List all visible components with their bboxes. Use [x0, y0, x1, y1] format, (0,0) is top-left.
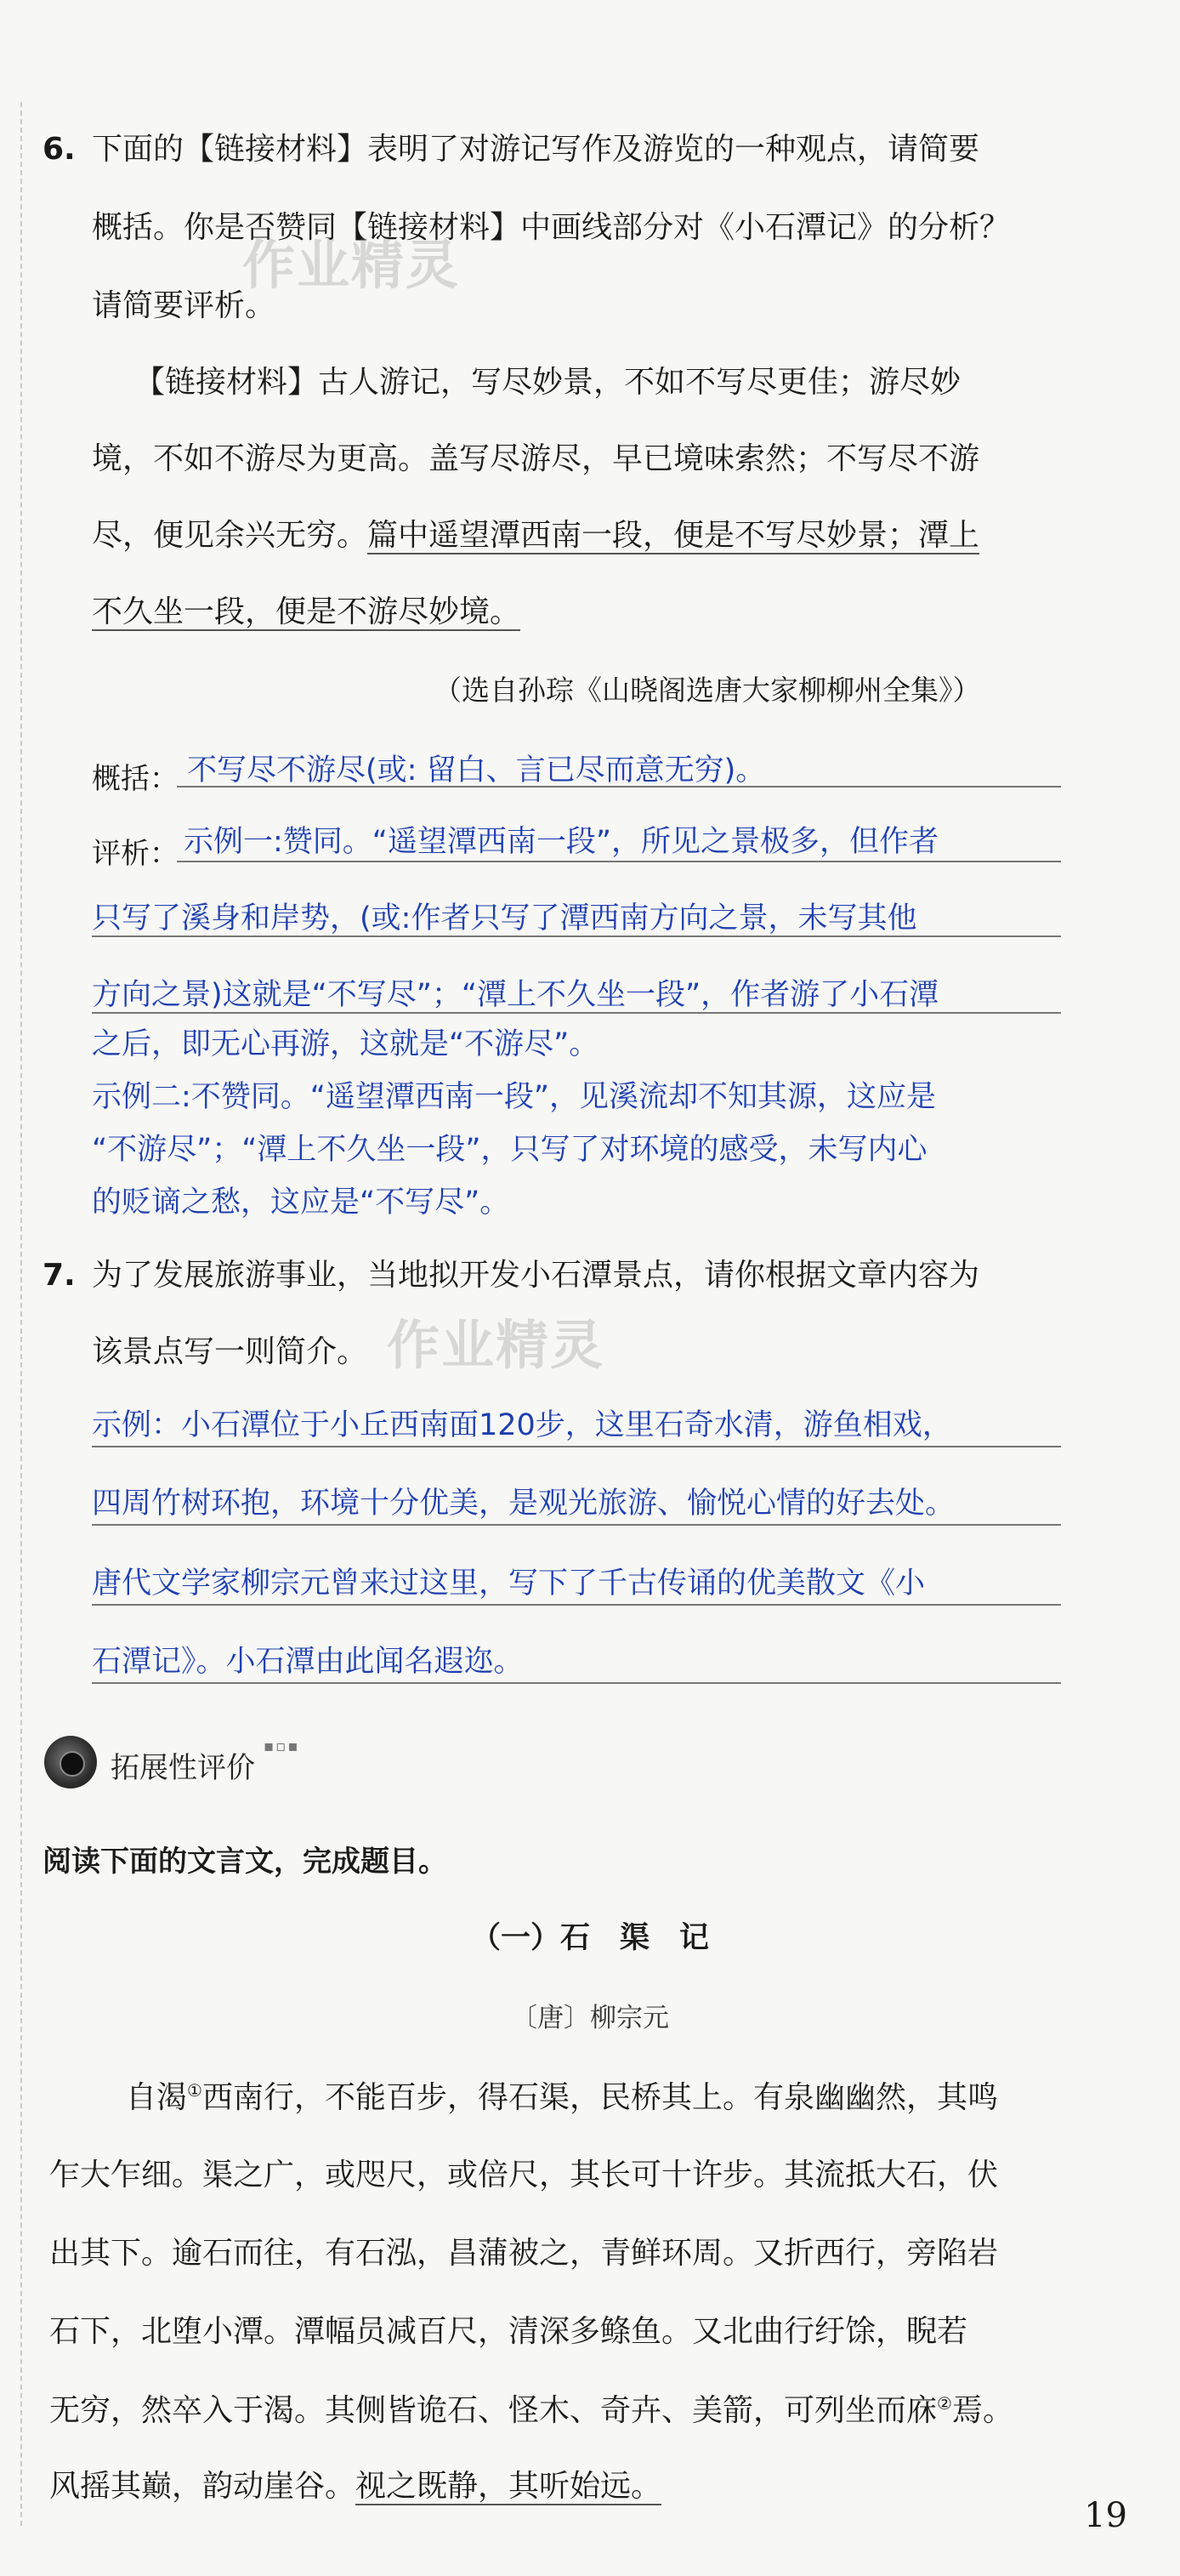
passage-line-4: 石下，北堕小潭。潭幅员减百尺，清深多鲦鱼。又北曲行纡馀，睨若: [49, 2314, 968, 2349]
q7-answer-line-4: [92, 1682, 1061, 1684]
passage-title: （一）石 渠 记: [470, 1921, 709, 1955]
section-header: [44, 1731, 299, 1794]
passage-text: 风摇其巅，韵动崖谷。: [49, 2469, 356, 2504]
passage-text: 焉。: [951, 2393, 1013, 2428]
material-line-3-plain: 尽，便见余兴无穷。: [92, 518, 368, 553]
material-line-3: [92, 520, 979, 551]
q7-answer-line-3: [92, 1604, 1061, 1606]
question-6-line-2: 概括。你是否赞同【链接材料】中画线部分对《小石潭记》的分析？: [92, 210, 1011, 245]
passage-line-1: [126, 2082, 998, 2113]
passage-author: 〔唐〕柳宗元: [511, 2003, 669, 2033]
passage-line-5: [49, 2395, 1013, 2426]
q7-answer-3: 唐代文学家柳宗元曾来过这里，写下了千古传诵的优美散文《小: [92, 1567, 926, 1601]
evaluation-line-2: [92, 935, 1061, 937]
page-number: 19: [1084, 2496, 1127, 2535]
evaluation-answer-4: 之后，即无心再游，这就是“不游尽”。: [92, 1027, 599, 1061]
q7-answer-line-2: [92, 1524, 1061, 1526]
question-7-number: 7.: [43, 1258, 76, 1293]
evaluation-line-3: [92, 1012, 1061, 1014]
passage-line-2: 乍大乍细。渠之广，或咫尺，或倍尺，其长可十许步。其流抵大石，伏: [49, 2158, 999, 2192]
evaluation-label: 评析：: [92, 837, 179, 871]
q7-answer-4: 石潭记》。小石潭由此闻名遐迩。: [92, 1645, 524, 1679]
material-underlined-2: 不久坐一段，便是不游尽妙境。: [92, 594, 521, 629]
passage-text: 无穷，然卒入于渴。其侧皆诡石、怪木、奇卉、美箭，可列坐而庥: [49, 2393, 938, 2428]
question-7-line-2: 该景点写一则简介。: [92, 1334, 368, 1369]
summary-row: [92, 747, 1061, 796]
summary-label: 概括：: [92, 762, 179, 796]
passage-text: 西南行，不能百步，得石渠，民桥其上。有泉幽幽然，其鸣: [201, 2080, 998, 2115]
evaluation-answer-1: 示例一:赞同。“遥望潭西南一段”，所见之景极多，但作者: [184, 825, 939, 859]
evaluation-answer-2: 只写了溪身和岸势，(或:作者只写了潭西南方向之景，未写其他: [92, 901, 917, 935]
material-line-4: [92, 594, 521, 629]
evaluation-row: [92, 818, 1061, 871]
section-title: 拓展性评价: [111, 1751, 255, 1785]
q7-answer-line-1: [92, 1446, 1061, 1447]
material-source: （选自孙琮《山晓阁选唐大家柳柳州全集》）: [434, 674, 981, 707]
watermark-2: 作业精灵: [387, 1314, 605, 1376]
margin-dashed-line: [20, 102, 22, 2526]
passage-line-6: [49, 2471, 661, 2502]
question-6-line-3: 请简要评析。: [92, 288, 276, 323]
evaluation-answer-6: “不游尽”；“潭上不久坐一段”，只写了对环境的感受，未写内心: [92, 1133, 928, 1167]
question-7-line-1: 为了发展旅游事业，当地拟开发小石潭景点，请你根据文章内容为: [92, 1258, 980, 1293]
passage-text: 自渴: [126, 2080, 188, 2115]
watermark-1: 作业精灵: [242, 234, 461, 296]
question-6-line-1: 下面的【链接材料】表明了对游记写作及游览的一种观点，请简要: [92, 132, 980, 167]
passage-line-3: 出其下。逾石而往，有石泓，昌蒲被之，青鲜环周。又折西行，旁陷岩: [49, 2236, 999, 2271]
material-underlined-1: 篇中遥望潭西南一段，便是不写尽妙景；潭上: [367, 518, 980, 553]
evaluation-answer-5: 示例二:不赞同。“遥望潭西南一段”，见溪流却不知其源，这应是: [92, 1080, 937, 1114]
footnote-marker-1: ①: [187, 2080, 202, 2101]
q7-answer-2: 四周竹树环抱，环境十分优美，是观光旅游、愉悦心情的好去处。: [92, 1487, 956, 1521]
decoration-dots-icon: ▪▫▪: [264, 1737, 300, 1755]
summary-answer: 不写尽不游尽(或: 留白、言已尽而意无穷)。: [187, 753, 766, 788]
evaluation-answer-3: 方向之景)这就是“不写尽”；“潭上不久坐一段”，作者游了小石潭: [92, 978, 939, 1012]
head-profile-icon: [44, 1736, 97, 1788]
evaluation-line-1: [177, 861, 1061, 862]
question-6-number: 6.: [43, 132, 76, 167]
evaluation-answer-7: 的贬谪之愁，这应是“不写尽”。: [92, 1186, 510, 1220]
material-line-2: 境，不如不游尽为更高。盖写尽游尽，早已境味索然；不写尽不游: [92, 441, 980, 476]
passage-underlined: 视之既静，其听始远。: [355, 2469, 662, 2504]
reading-instruction: 阅读下面的文言文，完成题目。: [43, 1845, 447, 1879]
q7-answer-1: 示例：小石潭位于小丘西南面120步，这里石奇水清，游鱼相戏，: [92, 1408, 952, 1442]
material-line-1: 【链接材料】古人游记，写尽妙景，不如不写尽更佳；游尽妙: [134, 365, 962, 400]
footnote-marker-2: ②: [937, 2393, 952, 2414]
